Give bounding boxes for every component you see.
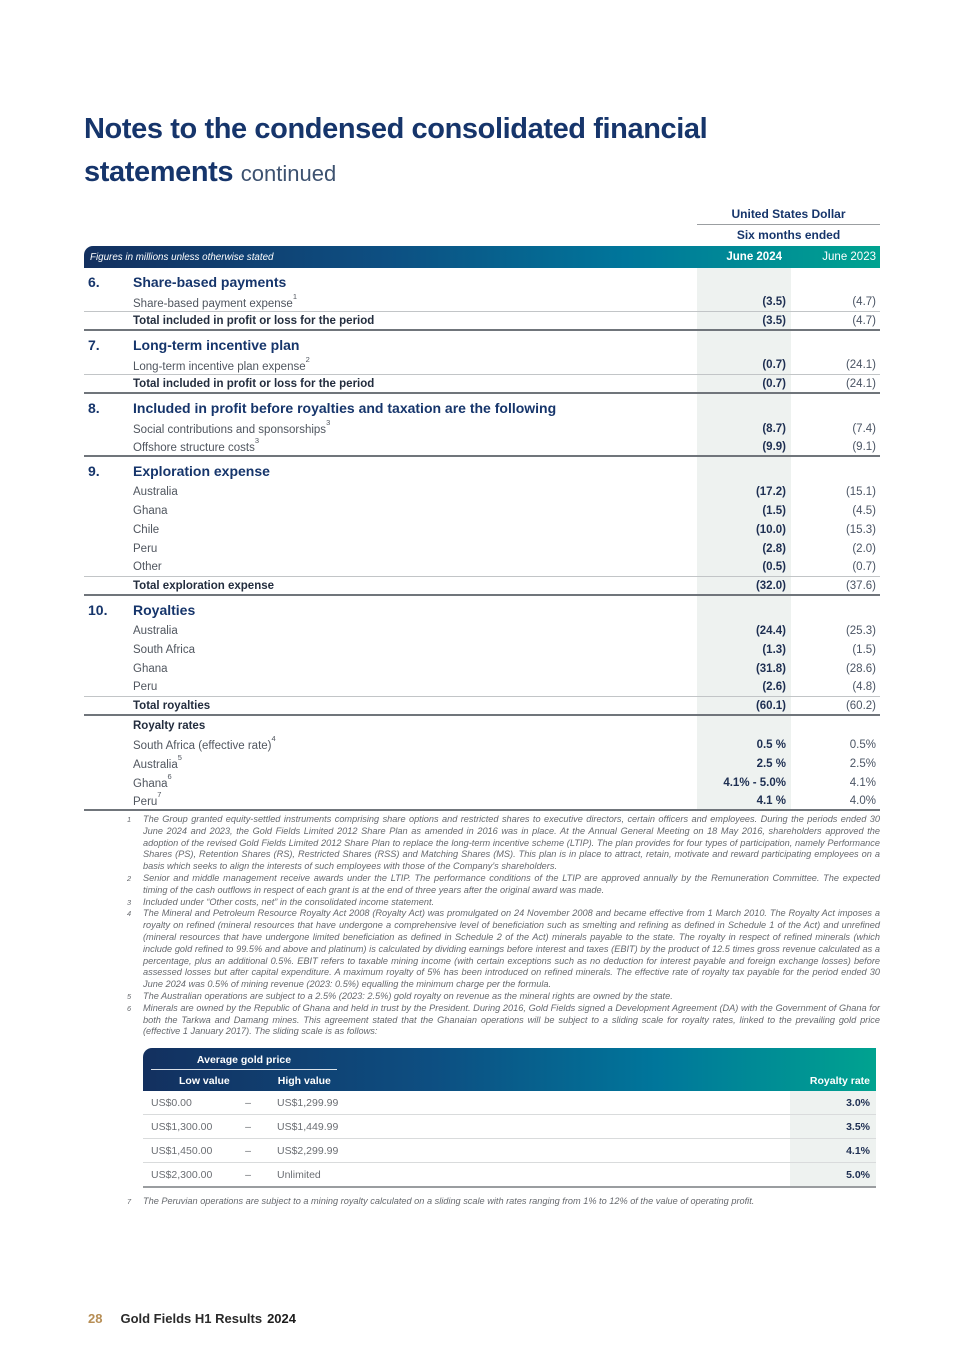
value-june-2023: (25.3)	[845, 624, 876, 637]
row-label-text: Ghana	[133, 662, 168, 675]
row-label-text: Chile	[133, 523, 160, 536]
table-row	[84, 293, 880, 312]
row-label-text: Total royalties	[133, 699, 211, 712]
value-june-2023: (0.7)	[852, 561, 876, 573]
value-june-2024: (3.5)	[762, 296, 786, 308]
section-heading	[84, 596, 880, 621]
footer-year: 2024	[267, 1311, 296, 1326]
row-label-text: Social contributions and sponsorships	[133, 423, 327, 436]
value-june-2024: (32.0)	[755, 579, 786, 592]
footnote-text: The Peruvian operations are subject to a mining royalty calculated on a sliding scale with rates ranging from 1% to 12% of the value of operating profit.	[143, 1196, 755, 1207]
row-label	[84, 625, 697, 637]
value-june-2023: 0.5%	[849, 738, 876, 751]
gold-table-row	[143, 1115, 876, 1139]
table-row	[84, 438, 880, 457]
page-number: 28	[88, 1311, 103, 1326]
row-label	[84, 561, 697, 573]
value-june-2024: (8.7)	[762, 422, 786, 435]
section-title: Exploration expense	[133, 463, 270, 479]
table-total-row	[84, 577, 880, 596]
period-header: Six months ended	[736, 228, 841, 242]
row-label	[84, 486, 697, 498]
column-group-header	[697, 207, 880, 242]
footnote-text: Minerals are owned by the Republic of Ghana and held in trust by the President. During 2016, Gold Fields signed a Development Agreement (DA) with the Government of Ghana for both the Tarkwa and Damang mines. This agreement stated that the Ghanaian operations will be subject to a sliding scale for royalty rates, linked to the prevailing gold price (effective 1 January 2017). The sliding scale is as follows:	[143, 1002, 880, 1037]
footnote	[84, 814, 880, 873]
royalty-rate-value: 3.5%	[790, 1115, 876, 1138]
footnote	[84, 908, 880, 991]
row-label-text: Long-term incentive plan expense	[133, 360, 306, 373]
value-june-2023: (4.5)	[852, 504, 876, 517]
table-row	[84, 659, 880, 678]
value-june-2024: 0.5 %	[756, 738, 786, 751]
low-value: US$1,300.00	[151, 1120, 213, 1133]
value-june-2024: (60.1)	[755, 699, 786, 712]
value-june-2023: (60.2)	[845, 699, 876, 712]
value-june-2024: (2.8)	[762, 542, 786, 555]
row-label	[84, 315, 697, 327]
value-june-2023: (4.7)	[852, 296, 876, 308]
row-label	[84, 354, 697, 373]
row-label	[84, 700, 697, 712]
row-label	[84, 772, 697, 790]
footnote	[84, 873, 880, 897]
table-row	[84, 678, 880, 697]
section-number: 10.	[88, 602, 108, 618]
value-june-2023: 4.1%	[849, 776, 876, 789]
table-row	[84, 773, 880, 792]
row-label-text: Share-based payment expense	[133, 297, 293, 310]
row-label	[84, 681, 697, 693]
section-number: 9.	[88, 463, 100, 479]
table-row	[84, 735, 880, 754]
value-june-2024: 4.1% - 5.0%	[723, 776, 786, 789]
table-row	[84, 419, 880, 438]
column-header-royalty-rate: Royalty rate	[809, 1074, 870, 1087]
row-label-text: Peru	[133, 681, 158, 693]
footnote	[84, 897, 880, 909]
section-number: 7.	[88, 337, 100, 353]
value-june-2023: (9.1)	[852, 440, 876, 453]
notes-table	[84, 268, 880, 811]
row-label-text: Australia	[133, 758, 178, 771]
row-label	[84, 580, 697, 592]
value-june-2024: (1.3)	[762, 643, 786, 656]
high-value: US$1,449.99	[277, 1120, 339, 1133]
value-june-2024: (17.2)	[755, 485, 786, 498]
footnote	[84, 1196, 880, 1208]
value-june-2023: (37.6)	[845, 579, 876, 592]
low-value: US$1,450.00	[151, 1144, 213, 1157]
value-june-2024: (9.9)	[762, 440, 786, 453]
value-june-2023: 2.5%	[849, 757, 876, 770]
gold-table-row	[143, 1091, 876, 1115]
section-title: Royalties	[133, 602, 196, 618]
row-label	[84, 524, 697, 536]
table-row	[84, 621, 880, 640]
row-label	[84, 663, 697, 675]
section-heading	[84, 268, 880, 293]
footnote-ref: 3	[326, 418, 331, 428]
row-label	[84, 753, 697, 771]
row-label-text: South Africa (effective rate)	[133, 739, 272, 752]
range-dash: –	[245, 1144, 251, 1157]
value-june-2024: (24.4)	[755, 624, 786, 637]
high-value: US$2,299.99	[277, 1144, 339, 1157]
low-value: US$2,300.00	[151, 1168, 213, 1181]
value-june-2023: (28.6)	[845, 662, 876, 675]
column-header-low-value: Low value	[179, 1074, 230, 1087]
royalty-rate-value: 5.0%	[790, 1163, 876, 1186]
footnote-ref: 1	[292, 291, 297, 301]
row-label-text: Ghana	[133, 777, 168, 790]
row-label-text: Total included in profit or loss for the period	[133, 377, 375, 390]
page-title-suffix: continued	[240, 161, 337, 186]
row-label-text: South Africa	[133, 643, 196, 656]
table-total-row	[84, 697, 880, 716]
footnote-ref: 5	[177, 753, 182, 763]
value-june-2023: (2.0)	[852, 542, 876, 555]
footnote-ref: 7	[157, 790, 162, 800]
section-heading	[84, 331, 880, 356]
row-label	[84, 378, 697, 390]
gold-table-row	[143, 1139, 876, 1163]
footnote-text: The Group granted equity-settled instruments comprising share options and restricted shares to executive directors, certain officers and employees. During the periods ended 30 June 2024 and 2023, the Gold Fields Limited 2012 Share Plan as amended in 2016 was in place. At the Annual General Meeting on 18 May 2016, shareholders approved the adoption of the revised Gold Fields Limited 2012 Share Plan to replace the long-term incentive scheme (LTIP). The plan provides for four types of participation, namely Performance Shares (PS), Retention Shares (RS), Restricted Shares (RSS) and Matching Shares (MS). This plan is in place to attract, retain, motivate and reward participating employees on a basis which seeks to align the interests of such employees with those of the Company’s shareholders.	[143, 814, 880, 872]
footnote-number: 7	[127, 1197, 132, 1207]
row-label	[84, 644, 697, 656]
value-june-2023: (4.7)	[852, 314, 876, 327]
high-value: Unlimited	[277, 1168, 321, 1181]
table-total-row	[84, 375, 880, 394]
gold-price-royalty-table	[143, 1048, 876, 1188]
row-label	[84, 436, 697, 454]
footnote	[84, 1003, 880, 1038]
footnote-number: 4	[127, 909, 132, 919]
value-june-2024: (3.5)	[762, 314, 786, 327]
row-label-text: Australia	[133, 485, 178, 498]
value-june-2024: (0.5)	[762, 561, 786, 573]
currency-header: United States Dollar	[697, 207, 880, 225]
row-label-text: Offshore structure costs	[133, 441, 255, 454]
row-label	[84, 790, 697, 808]
row-label	[84, 291, 697, 310]
table-row	[84, 539, 880, 558]
row-label-text: Total exploration expense	[133, 579, 275, 592]
figures-note: Figures in millions unless otherwise stated	[90, 251, 274, 263]
footnotes-section	[84, 814, 880, 1208]
value-june-2023: (24.1)	[845, 359, 876, 371]
row-label	[84, 418, 697, 436]
value-june-2023: (4.8)	[852, 681, 876, 693]
footnote-text: The Mineral and Petroleum Resource Royalty Act 2008 (Royalty Act) was promulgated on 24 November 2008 and became effective from 1 March 2010. The Royalty Act imposes a royalty on refined (mineral resources that have undergone a comprehensive level of beneficiation such as smelting and refining as defined in Schedule 1 of the Act) and unrefined (mineral resources that have undergone limited beneficiation as defined in Schedule 2 of the Act) minerals payable to the state. The royalty in respect of refined minerals (which include gold refined to 99.5% and above and platinum) is calculated by dividing earnings before interest and taxes (EBIT) by the product of 12.5 times gross revenue calculated as a percentage, plus an additional 0.5%. EBIT refers to taxable mining income (with certain exceptions such as no deduction for interest payable and foreign exchange losses) before assessed losses but after capital expenditure. A maximum royalty of 5% has been introduced on refined minerals. The effective rate of royalty tax payable for the period ended 30 June 2024 was 0.5% of mining revenue (2023: 0.5%) equalling the minimum charge per the formula.	[143, 908, 880, 990]
page-content	[84, 0, 880, 1365]
row-label	[84, 720, 697, 732]
value-june-2024: (10.0)	[755, 523, 786, 536]
row-label-text: Peru	[133, 542, 158, 555]
value-june-2023: (1.5)	[852, 643, 876, 656]
row-label-text: Ghana	[133, 504, 168, 517]
footnote-ref: 2	[305, 354, 310, 364]
section-heading	[84, 394, 880, 419]
value-june-2024: 4.1 %	[756, 794, 786, 807]
value-june-2023: (7.4)	[852, 422, 876, 435]
table-header-bar	[84, 246, 880, 268]
value-june-2023: (15.1)	[845, 485, 876, 498]
value-june-2024: (2.6)	[762, 681, 786, 693]
page-footer	[84, 1311, 296, 1326]
footnote-number: 1	[127, 815, 132, 824]
column-header-june-2024: June 2024	[726, 251, 782, 263]
value-june-2024: (0.7)	[762, 359, 786, 371]
value-june-2024: (0.7)	[762, 377, 786, 390]
section-number: 6.	[88, 274, 100, 290]
footnote-number: 3	[127, 897, 132, 907]
footnote-ref: 3	[254, 436, 260, 446]
royalty-rate-value: 4.1%	[790, 1139, 876, 1162]
row-label-text: Royalty rates	[133, 719, 206, 732]
low-value: US$0.00	[151, 1096, 192, 1109]
section-title: Included in profit before royalties and taxation are the following	[133, 400, 557, 416]
value-june-2023: (15.3)	[845, 523, 876, 536]
value-june-2024: 2.5 %	[756, 757, 786, 770]
table-row	[84, 482, 880, 501]
row-label	[84, 543, 697, 555]
row-label-text: Other	[133, 561, 162, 573]
range-dash: –	[245, 1168, 251, 1181]
footnote-number: 5	[127, 991, 132, 1001]
row-label-text: Peru	[133, 795, 158, 808]
row-label	[84, 505, 697, 517]
range-dash: –	[245, 1096, 251, 1109]
section-title: Share-based payments	[133, 274, 287, 290]
section-number: 8.	[88, 400, 100, 416]
row-label	[84, 734, 697, 752]
table-row	[84, 520, 880, 539]
value-june-2023: 4.0%	[849, 794, 876, 807]
gold-table-header	[143, 1048, 876, 1091]
row-label-text: Total included in profit or loss for the period	[133, 314, 375, 327]
section-heading	[84, 457, 880, 482]
footnote-number: 2	[127, 873, 132, 883]
gold-table-column-headers	[143, 1070, 876, 1091]
footer-brand: Gold Fields H1 Results	[120, 1311, 263, 1326]
table-row	[84, 356, 880, 375]
table-subheading-row	[84, 716, 880, 735]
table-total-row	[84, 312, 880, 331]
value-june-2023: (24.1)	[845, 377, 876, 390]
gold-table-group-header: Average gold price	[151, 1050, 337, 1070]
range-dash: –	[245, 1120, 251, 1133]
royalty-rate-value: 3.0%	[790, 1091, 876, 1114]
table-row	[84, 792, 880, 811]
table-row	[84, 558, 880, 577]
column-header-high-value: High value	[277, 1074, 331, 1087]
footnote-text: The Australian operations are subject to a 2.5% (2023: 2.5%) gold royalty on revenue as the mineral rights are owned by the state.	[143, 990, 673, 1001]
value-june-2024: (31.8)	[755, 662, 786, 675]
page-title-line1: Notes to the condensed consolidated financial	[84, 113, 708, 145]
page-title-line2: statements	[84, 156, 234, 188]
page-title	[84, 108, 844, 195]
footnote-ref: 6	[167, 772, 172, 782]
table-row	[84, 754, 880, 773]
footnote-number: 6	[127, 1003, 132, 1013]
footnote-ref: 4	[271, 734, 276, 744]
gold-table-row	[143, 1163, 876, 1188]
table-row	[84, 640, 880, 659]
column-header-june-2023: June 2023	[822, 251, 876, 263]
section-title: Long-term incentive plan	[133, 337, 300, 353]
footnote-text: Included under “Other costs, net” in the consolidated income statement.	[143, 896, 435, 907]
footnote-text: Senior and middle management receive awards under the LTIP. The performance conditions of the LTIP are approved annually by the Remuneration Committee. The expected timing of the cash outflows in respect of each grant is at the end of three years after the original award was made.	[143, 872, 880, 895]
value-june-2024: (1.5)	[762, 504, 786, 517]
row-label-text: Australia	[133, 624, 178, 637]
footnote	[84, 991, 880, 1003]
table-row	[84, 501, 880, 520]
high-value: US$1,299.99	[277, 1096, 339, 1109]
